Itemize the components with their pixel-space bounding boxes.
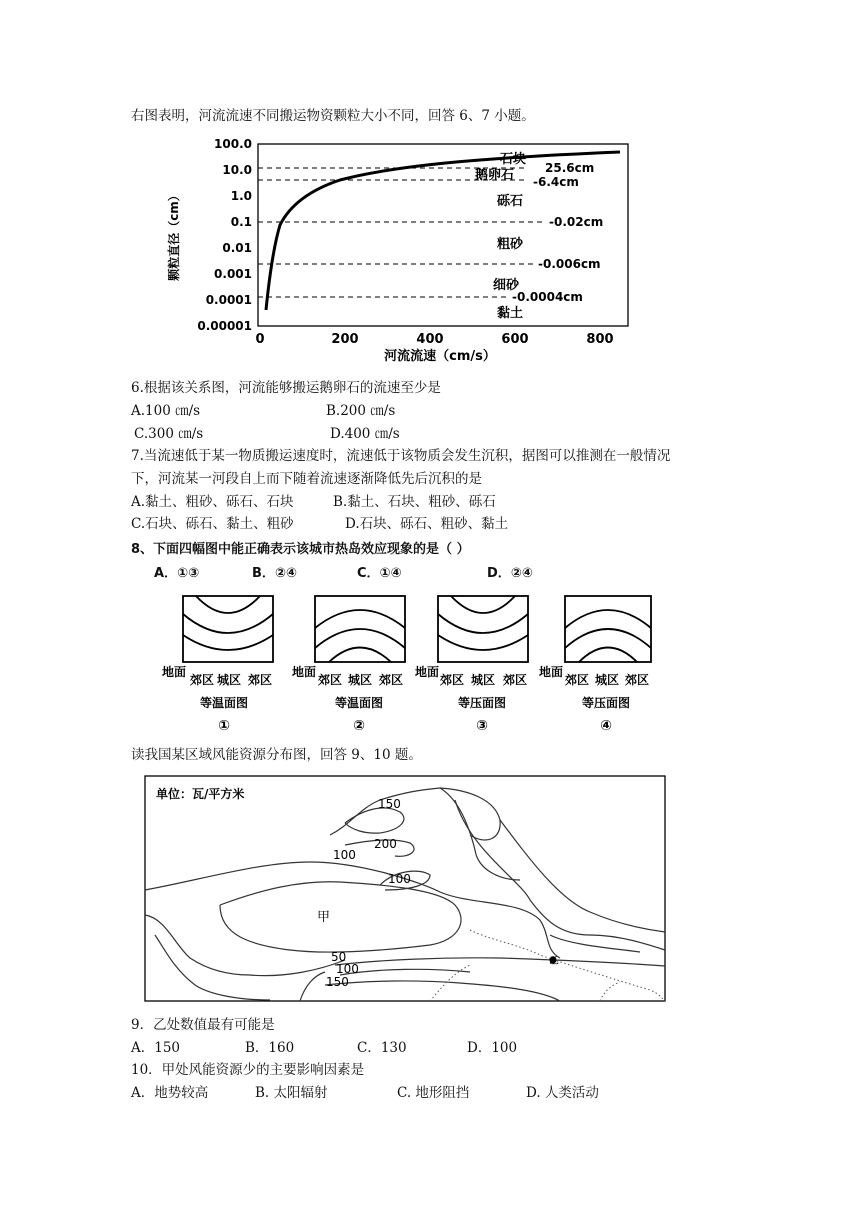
zone-label: 黏土 (497, 306, 524, 321)
panel-title: 等温面图 (199, 696, 249, 710)
q10-option-d: D. 人类活动 (526, 1085, 599, 1101)
suburb-label: 郊区 (502, 673, 528, 687)
city-label: 城区 (594, 673, 620, 687)
threshold-label: -0.006cm (538, 257, 601, 271)
suburb-label: 郊区 (624, 673, 650, 687)
zone-label: 砾石 (497, 194, 524, 209)
q8-option-b: B．②④ (252, 566, 297, 581)
q6-stem: 6.根据该关系图，河流能够搬运鹅卵石的流速至少是 (131, 380, 441, 396)
city-label: 城区 (470, 673, 496, 687)
suburb-label: 郊区 (189, 673, 215, 687)
isolines (145, 788, 665, 1001)
city-label: 城区 (347, 673, 373, 687)
threshold-label: 25.6cm (545, 161, 595, 175)
y-tick: 10.0 (222, 163, 252, 177)
threshold-label: -0.02cm (549, 215, 604, 229)
y-tick: 0.001 (214, 267, 252, 281)
suburb-label: 郊区 (439, 673, 465, 687)
x-axis-label: 河流流速（cm/s） (384, 349, 496, 364)
panel-number: ④ (600, 718, 612, 734)
q6-option-d: D.400 ㎝/s (330, 426, 400, 442)
isoline-value: 100 (388, 872, 411, 886)
q7-option-d: D.石块、砾石、粗砂、黏土 (345, 516, 509, 532)
q10-option-b: B. 太阳辐射 (255, 1085, 328, 1101)
isoline-value: 150 (378, 797, 401, 811)
y-tick: 0.0001 (205, 293, 252, 307)
q7-option-c: C.石块、砾石、黏土、粗砂 (131, 516, 294, 532)
q6-option-b: B.200 ㎝/s (326, 403, 396, 419)
panel-title: 等压面图 (457, 696, 507, 710)
zone-label: 粗砂 (497, 237, 524, 252)
q7-option-a: A.黏土、粗砂、砾石、石块 (131, 494, 294, 510)
q8-option-a: A．①③ (154, 566, 200, 581)
q7-stem-line2: 下，河流某一河段自上而下随着流速逐渐降低先后沉积的是 (131, 471, 482, 487)
threshold-label: -0.0004cm (512, 290, 583, 304)
q7-option-b: B.黏土、石块、粗砂、砾石 (333, 494, 496, 510)
q10-option-a: A．地势较高 (131, 1085, 209, 1101)
ground-label: 地面 (414, 665, 440, 679)
panel-number: ② (353, 718, 365, 734)
isoline-value: 150 (326, 975, 349, 989)
isoline-value: 200 (374, 837, 397, 851)
ground-label: 地面 (538, 665, 564, 679)
q7-stem-line1: 7.当流速低于某一物质搬运速度时，流速低于该物质会发生沉积，据图可以推测在一般情况 (131, 448, 671, 464)
isoline-value: 100 (336, 962, 359, 976)
y-tick: 0.00001 (197, 319, 252, 333)
q9-option-b: B．160 (245, 1040, 295, 1056)
y-tick: 0.01 (222, 241, 252, 255)
q10-stem: 10．甲处风能资源少的主要影响因素是 (131, 1062, 365, 1078)
y-tick: 100.0 (214, 137, 252, 151)
panel-title: 等压面图 (581, 696, 631, 710)
suburb-label: 郊区 (317, 673, 343, 687)
x-tick: 400 (416, 332, 444, 347)
city-label: 城区 (216, 673, 242, 687)
suburb-label: 郊区 (378, 673, 404, 687)
q6-option-a: A.100 ㎝/s (131, 403, 201, 419)
place-yi: 乙 (549, 956, 559, 967)
intro-6-7: 右图表明，河流流速不同搬运物资颗粒大小不同，回答 6、7 小题。 (131, 108, 535, 124)
isoline-labels (317, 797, 559, 989)
zone-label: 细砂 (493, 278, 520, 293)
ground-label: 地面 (291, 665, 317, 679)
q9-stem: 9．乙处数值最有可能是 (131, 1017, 275, 1033)
x-tick: 600 (501, 332, 529, 347)
x-tick: 200 (331, 332, 359, 347)
q8-stem: 8、下面四幅图中能正确表示该城市热岛效应现象的是（ ） (131, 542, 470, 557)
isoline-value: 50 (331, 950, 347, 964)
q10-option-c: C. 地形阻挡 (397, 1085, 470, 1101)
ground-label: 地面 (161, 665, 187, 679)
zone-label: 石块 (500, 152, 527, 167)
zone-label: 鹅卵石 (475, 168, 515, 183)
x-tick: 800 (586, 332, 614, 347)
isoline-value: 100 (333, 848, 356, 862)
panel-title: 等温面图 (334, 696, 384, 710)
panel-number: ① (218, 718, 230, 734)
y-axis-label: 颗粒直径（cm） (167, 189, 181, 281)
q9-option-c: C．130 (357, 1040, 407, 1056)
place-jia: 甲 (317, 910, 331, 925)
suburb-label: 郊区 (247, 673, 273, 687)
y-tick: 1.0 (230, 189, 252, 203)
map-unit: 单位：瓦/平方米 (156, 787, 245, 801)
x-tick: 0 (255, 332, 265, 347)
q9-option-a: A．150 (131, 1040, 181, 1056)
q6-option-c: C.300 ㎝/s (134, 426, 204, 442)
intro-9-10: 读我国某区域风能资源分布图，回答 9、10 题。 (131, 747, 422, 763)
q8-option-c: C．①④ (357, 566, 402, 581)
q9-option-d: D．100 (467, 1040, 518, 1056)
threshold-label: -6.4cm (533, 175, 579, 189)
panel-number: ③ (476, 718, 488, 734)
q8-option-d: D．②④ (487, 566, 533, 581)
suburb-label: 郊区 (564, 673, 590, 687)
y-tick: 0.1 (230, 215, 252, 229)
